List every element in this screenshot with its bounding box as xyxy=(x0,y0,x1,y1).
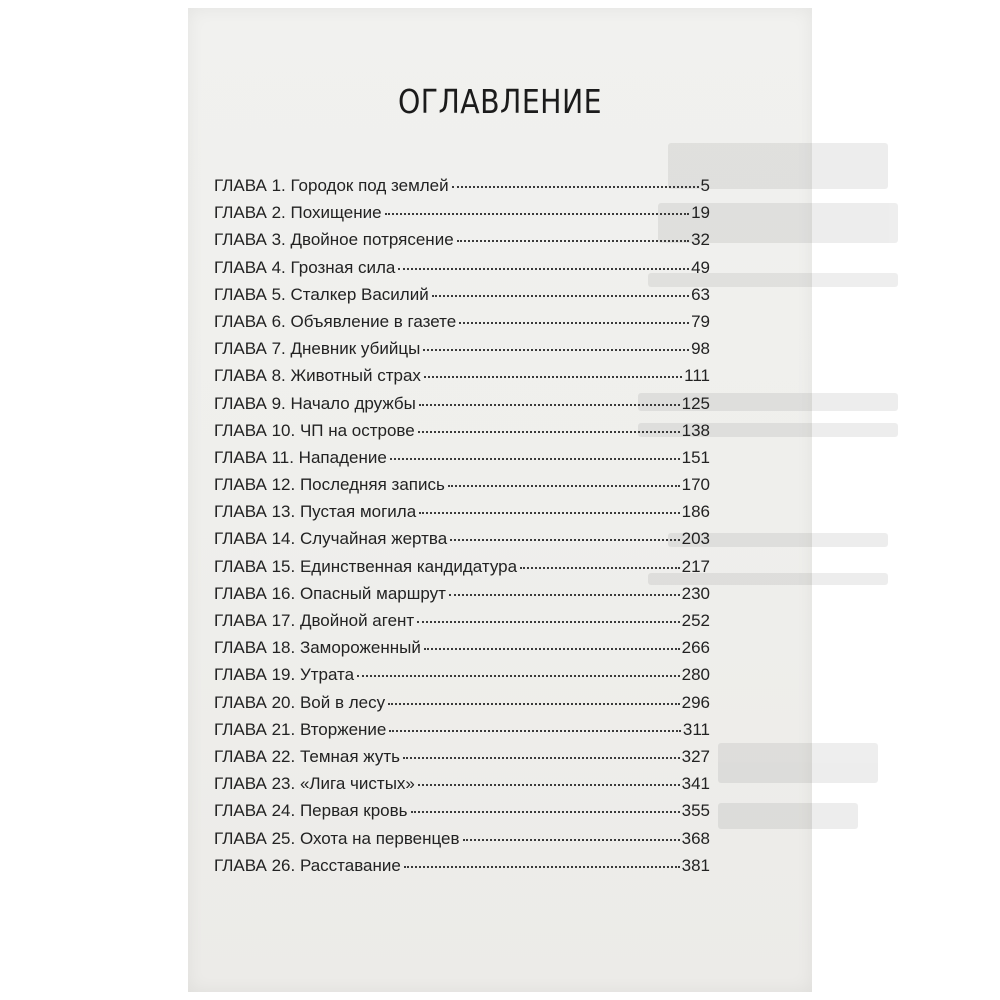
toc-entry xyxy=(214,638,710,665)
toc-entry xyxy=(214,285,710,312)
dot-leader xyxy=(389,730,681,732)
dot-leader xyxy=(398,268,689,270)
page-number: 186 xyxy=(681,502,710,522)
toc-entry xyxy=(214,339,710,366)
dot-leader xyxy=(449,594,680,596)
page-number: 296 xyxy=(681,692,710,712)
chapter-title: ГЛАВА 24. Первая кровь xyxy=(214,801,408,821)
chapter-title: ГЛАВА 10. ЧП на острове xyxy=(214,420,415,440)
page-number: 32 xyxy=(691,230,710,250)
dot-leader xyxy=(411,811,680,813)
page-number: 327 xyxy=(681,746,710,766)
toc-entry xyxy=(214,774,710,801)
toc-entry xyxy=(214,176,710,203)
chapter-title: ГЛАВА 2. Похищение xyxy=(214,203,382,223)
dot-leader xyxy=(448,485,680,487)
page-number: 266 xyxy=(681,638,710,658)
dot-leader xyxy=(419,512,679,514)
page-number: 381 xyxy=(681,855,710,875)
page-number: 355 xyxy=(681,801,710,821)
dot-leader xyxy=(418,784,680,786)
dot-leader xyxy=(390,458,680,460)
dot-leader xyxy=(419,404,680,406)
dot-leader xyxy=(357,675,680,677)
toc-entry xyxy=(214,502,710,529)
dot-leader xyxy=(463,839,680,841)
dot-leader xyxy=(432,295,689,297)
dot-leader xyxy=(388,703,680,705)
page-number: 170 xyxy=(681,475,710,495)
chapter-title: ГЛАВА 20. Вой в лесу xyxy=(214,692,386,712)
dot-leader xyxy=(403,757,680,759)
chapter-title: ГЛАВА 18. Замороженный xyxy=(214,638,421,658)
toc-entry xyxy=(214,611,710,638)
dot-leader xyxy=(520,567,680,569)
chapter-title: ГЛАВА 8. Животный страх xyxy=(214,366,421,386)
chapter-title: ГЛАВА 6. Объявление в газете xyxy=(214,311,457,331)
toc-entry xyxy=(214,584,710,611)
dot-leader xyxy=(418,431,680,433)
chapter-title: ГЛАВА 13. Пустая могила xyxy=(214,502,417,522)
page-number: 98 xyxy=(691,339,710,359)
page-number: 217 xyxy=(681,556,710,576)
chapter-title: ГЛАВА 23. «Лига чистых» xyxy=(214,774,415,794)
dot-leader xyxy=(424,648,680,650)
page-number: 79 xyxy=(691,311,710,331)
chapter-title: ГЛАВА 16. Опасный маршрут xyxy=(214,583,446,603)
chapter-title: ГЛАВА 26. Расставание xyxy=(214,855,401,875)
dot-leader xyxy=(404,866,680,868)
chapter-title: ГЛАВА 17. Двойной агент xyxy=(214,611,415,630)
toc-entry xyxy=(214,230,710,257)
chapter-title: ГЛАВА 19. Утрата xyxy=(214,665,355,685)
chapter-title: ГЛАВА 4. Грозная сила xyxy=(214,257,396,277)
page-number: 63 xyxy=(691,284,710,304)
chapter-title: ГЛАВА 14. Случайная жертва xyxy=(214,529,448,549)
toc-entry xyxy=(214,529,710,556)
toc-entry xyxy=(214,394,710,421)
page-title: ОГЛАВЛЕНИЕ xyxy=(398,82,602,121)
page-number: 111 xyxy=(684,366,710,386)
toc-entry xyxy=(214,693,710,720)
page-number: 311 xyxy=(682,719,710,739)
chapter-title: ГЛАВА 21. Вторжение xyxy=(214,719,387,739)
page-number: 341 xyxy=(681,774,710,794)
page-number: 138 xyxy=(681,420,710,440)
chapter-title: ГЛАВА 12. Последняя запись xyxy=(214,475,445,495)
chapter-title: ГЛАВА 7. Дневник убийцы xyxy=(214,339,421,359)
toc-entry xyxy=(214,801,710,828)
dot-leader xyxy=(424,376,682,378)
page-number: 252 xyxy=(681,611,710,630)
page-number: 368 xyxy=(681,828,710,848)
dot-leader xyxy=(423,349,689,351)
chapter-title: ГЛАВА 25. Охота на первенцев xyxy=(214,828,460,848)
toc-entry xyxy=(214,856,710,883)
toc-entry xyxy=(214,747,710,774)
dot-leader xyxy=(417,621,679,623)
dot-leader xyxy=(457,240,689,242)
page-number: 5 xyxy=(700,176,710,195)
toc-entry xyxy=(214,366,710,393)
chapter-title: ГЛАВА 1. Городок под землей xyxy=(214,176,449,195)
toc-entry xyxy=(214,421,710,448)
dot-leader xyxy=(385,213,690,215)
page-number: 125 xyxy=(681,393,710,413)
toc-entry xyxy=(214,448,710,475)
toc-entry xyxy=(214,258,710,285)
chapter-title: ГЛАВА 9. Начало дружбы xyxy=(214,393,416,413)
table-of-contents xyxy=(214,176,710,883)
page-number: 19 xyxy=(691,203,710,223)
toc-entry xyxy=(214,475,710,502)
toc-entry xyxy=(214,829,710,856)
page-number: 49 xyxy=(691,257,710,277)
toc-entry xyxy=(214,665,710,692)
page-number: 230 xyxy=(681,583,710,603)
page-number: 151 xyxy=(681,447,710,467)
toc-entry xyxy=(214,557,710,584)
chapter-title: ГЛАВА 11. Нападение xyxy=(214,447,387,467)
chapter-title: ГЛАВА 3. Двойное потрясение xyxy=(214,230,454,250)
page-number: 280 xyxy=(681,665,710,685)
chapter-title: ГЛАВА 22. Темная жуть xyxy=(214,746,400,766)
chapter-title: ГЛАВА 15. Единственная кандидатура xyxy=(214,556,518,576)
toc-entry xyxy=(214,720,710,747)
dot-leader xyxy=(452,186,699,188)
dot-leader xyxy=(459,322,689,324)
dot-leader xyxy=(450,539,679,541)
chapter-title: ГЛАВА 5. Сталкер Василий xyxy=(214,284,429,304)
toc-entry xyxy=(214,312,710,339)
toc-entry xyxy=(214,203,710,230)
page-number: 203 xyxy=(681,529,710,549)
